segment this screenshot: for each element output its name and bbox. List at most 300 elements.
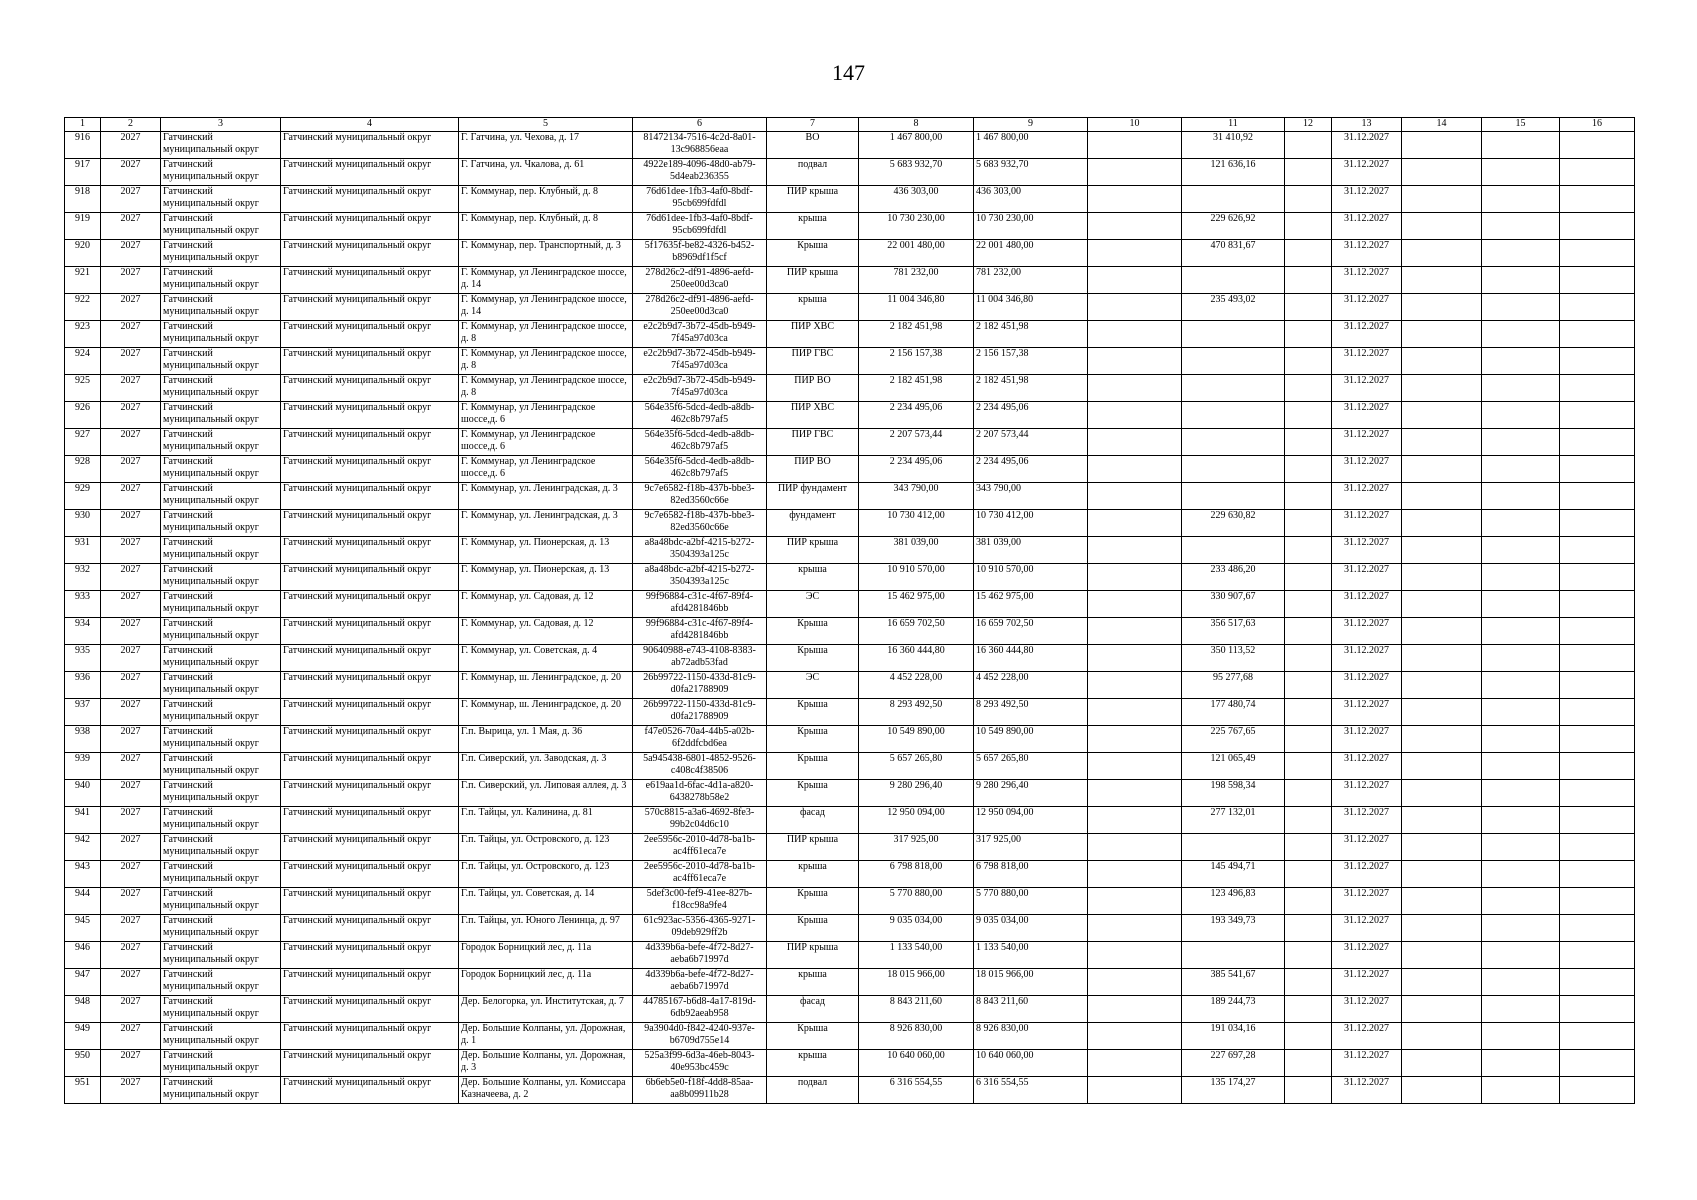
cell-row-number: 926	[65, 402, 101, 429]
cell-deadline-date: 31.12.2027	[1332, 645, 1402, 672]
cell-row-number: 937	[65, 699, 101, 726]
cell-row-number: 923	[65, 321, 101, 348]
cell-col-15	[1482, 321, 1560, 348]
cell-year: 2027	[101, 348, 161, 375]
cell-municipality: Гатчинский муниципальный округ	[161, 726, 281, 753]
cell-cost-breakdown: 6 798 818,00	[974, 861, 1088, 888]
table-row	[65, 375, 1635, 402]
cell-year: 2027	[101, 294, 161, 321]
cell-deadline-date: 31.12.2027	[1332, 564, 1402, 591]
cell-col-16	[1560, 888, 1635, 915]
cell-year: 2027	[101, 780, 161, 807]
cell-house-guid: 2ee5956c-2010-4d78-ba1b-ac4ff61eca7e	[633, 834, 767, 861]
column-header: 14	[1402, 118, 1482, 132]
cell-col-11: 233 486,20	[1182, 564, 1285, 591]
cell-col-10	[1088, 456, 1182, 483]
cell-col-14	[1402, 1077, 1482, 1104]
cell-col-16	[1560, 375, 1635, 402]
cell-municipality: Гатчинский муниципальный округ	[161, 186, 281, 213]
cell-total-cost: 16 659 702,50	[859, 618, 974, 645]
column-header: 8	[859, 118, 974, 132]
cell-cost-breakdown: 22 001 480,00	[974, 240, 1088, 267]
table-row	[65, 996, 1635, 1023]
cell-col-15	[1482, 375, 1560, 402]
cell-total-cost: 6 316 554,55	[859, 1077, 974, 1104]
cell-house-guid: 4d339b6a-befe-4f72-8d27-aeba6b71997d	[633, 969, 767, 996]
column-header: 5	[459, 118, 633, 132]
cell-municipal-district: Гатчинский муниципальный округ	[281, 240, 459, 267]
cell-col-11: 470 831,67	[1182, 240, 1285, 267]
cell-cost-breakdown: 8 926 830,00	[974, 1023, 1088, 1050]
cell-row-number: 925	[65, 375, 101, 402]
cell-col-14	[1402, 429, 1482, 456]
cell-deadline-date: 31.12.2027	[1332, 1050, 1402, 1077]
cell-municipality: Гатчинский муниципальный округ	[161, 996, 281, 1023]
cell-municipal-district: Гатчинский муниципальный округ	[281, 645, 459, 672]
cell-col-10	[1088, 564, 1182, 591]
cell-row-number: 930	[65, 510, 101, 537]
cell-col-16	[1560, 564, 1635, 591]
cell-municipal-district: Гатчинский муниципальный округ	[281, 834, 459, 861]
cell-col-12	[1285, 564, 1332, 591]
cell-col-11	[1182, 375, 1285, 402]
cell-municipality: Гатчинский муниципальный округ	[161, 780, 281, 807]
cell-work-type: крыша	[767, 969, 859, 996]
cell-address: Дер. Большие Колпаны, ул. Дорожная, д. 1	[459, 1023, 633, 1050]
cell-col-11	[1182, 321, 1285, 348]
table-row	[65, 861, 1635, 888]
cell-address: Г.п. Тайцы, ул. Островского, д. 123	[459, 834, 633, 861]
column-header: 16	[1560, 118, 1635, 132]
table-row	[65, 132, 1635, 159]
cell-year: 2027	[101, 132, 161, 159]
cell-row-number: 941	[65, 807, 101, 834]
cell-deadline-date: 31.12.2027	[1332, 537, 1402, 564]
cell-work-type: ЭС	[767, 591, 859, 618]
cell-work-type: ПИР крыша	[767, 267, 859, 294]
cell-col-11: 385 541,67	[1182, 969, 1285, 996]
cell-house-guid: 525a3f99-6d3a-46eb-8043-40e953bc459c	[633, 1050, 767, 1077]
cell-municipal-district: Гатчинский муниципальный округ	[281, 969, 459, 996]
cell-row-number: 949	[65, 1023, 101, 1050]
cell-col-15	[1482, 564, 1560, 591]
cell-year: 2027	[101, 645, 161, 672]
cell-col-16	[1560, 996, 1635, 1023]
column-header: 12	[1285, 118, 1332, 132]
cell-col-15	[1482, 186, 1560, 213]
cell-house-guid: 26b99722-1150-433d-81c9-d0fa21788909	[633, 672, 767, 699]
cell-col-15	[1482, 942, 1560, 969]
table-row	[65, 321, 1635, 348]
cell-col-14	[1402, 672, 1482, 699]
column-header: 4	[281, 118, 459, 132]
cell-cost-breakdown: 15 462 975,00	[974, 591, 1088, 618]
cell-row-number: 933	[65, 591, 101, 618]
cell-row-number: 919	[65, 213, 101, 240]
cell-work-type: ПИР крыша	[767, 537, 859, 564]
cell-work-type: подвал	[767, 159, 859, 186]
cell-address: Г. Коммунар, пер. Клубный, д. 8	[459, 213, 633, 240]
cell-col-12	[1285, 699, 1332, 726]
cell-work-type: Крыша	[767, 645, 859, 672]
cell-col-12	[1285, 321, 1332, 348]
cell-col-15	[1482, 780, 1560, 807]
cell-house-guid: e619aa1d-6fac-4d1a-a820-6438278b58e2	[633, 780, 767, 807]
cell-address: Г.п. Тайцы, ул. Юного Ленинца, д. 97	[459, 915, 633, 942]
cell-col-12	[1285, 618, 1332, 645]
cell-work-type: ПИР ГВС	[767, 348, 859, 375]
cell-col-11	[1182, 537, 1285, 564]
cell-col-12	[1285, 888, 1332, 915]
cell-house-guid: 564e35f6-5dcd-4edb-a8db-462c8b797af5	[633, 402, 767, 429]
cell-municipality: Гатчинский муниципальный округ	[161, 240, 281, 267]
column-header: 10	[1088, 118, 1182, 132]
cell-col-16	[1560, 591, 1635, 618]
cell-col-10	[1088, 726, 1182, 753]
cell-col-12	[1285, 1077, 1332, 1104]
cell-municipal-district: Гатчинский муниципальный округ	[281, 699, 459, 726]
cell-municipality: Гатчинский муниципальный округ	[161, 267, 281, 294]
cell-address: Г. Коммунар, ш. Ленинградское, д. 20	[459, 699, 633, 726]
cell-row-number: 939	[65, 753, 101, 780]
cell-municipal-district: Гатчинский муниципальный округ	[281, 294, 459, 321]
cell-col-15	[1482, 834, 1560, 861]
cell-col-15	[1482, 483, 1560, 510]
cell-deadline-date: 31.12.2027	[1332, 186, 1402, 213]
cell-col-15	[1482, 132, 1560, 159]
cell-col-12	[1285, 996, 1332, 1023]
cell-row-number: 943	[65, 861, 101, 888]
cell-col-12	[1285, 753, 1332, 780]
cell-address: Г. Коммунар, ул Ленинградское шоссе,д. 6	[459, 429, 633, 456]
cell-col-12	[1285, 537, 1332, 564]
cell-municipal-district: Гатчинский муниципальный округ	[281, 429, 459, 456]
cell-municipality: Гатчинский муниципальный округ	[161, 807, 281, 834]
cell-municipality: Гатчинский муниципальный округ	[161, 510, 281, 537]
cell-col-16	[1560, 1050, 1635, 1077]
cell-row-number: 916	[65, 132, 101, 159]
cell-house-guid: 564e35f6-5dcd-4edb-a8db-462c8b797af5	[633, 429, 767, 456]
cell-col-15	[1482, 456, 1560, 483]
cell-col-14	[1402, 591, 1482, 618]
cell-col-10	[1088, 186, 1182, 213]
cell-total-cost: 8 293 492,50	[859, 699, 974, 726]
cell-col-10	[1088, 375, 1182, 402]
cell-row-number: 947	[65, 969, 101, 996]
cell-col-14	[1402, 969, 1482, 996]
cell-total-cost: 5 657 265,80	[859, 753, 974, 780]
cell-col-12	[1285, 645, 1332, 672]
cell-house-guid: 76d61dee-1fb3-4af0-8bdf-95cb699fdfdl	[633, 186, 767, 213]
cell-col-15	[1482, 591, 1560, 618]
cell-cost-breakdown: 2 207 573,44	[974, 429, 1088, 456]
cell-cost-breakdown: 2 156 157,38	[974, 348, 1088, 375]
cell-house-guid: 6b6eb5e0-f18f-4dd8-85aa-aa8b09911b28	[633, 1077, 767, 1104]
cell-total-cost: 317 925,00	[859, 834, 974, 861]
cell-col-16	[1560, 321, 1635, 348]
cell-address: Дер. Большие Колпаны, ул. Дорожная, д. 3	[459, 1050, 633, 1077]
cell-col-10	[1088, 861, 1182, 888]
table-row	[65, 888, 1635, 915]
cell-deadline-date: 31.12.2027	[1332, 294, 1402, 321]
cell-col-14	[1402, 240, 1482, 267]
cell-col-16	[1560, 348, 1635, 375]
cell-col-12	[1285, 780, 1332, 807]
cell-municipality: Гатчинский муниципальный округ	[161, 915, 281, 942]
cell-row-number: 928	[65, 456, 101, 483]
table-body	[65, 132, 1635, 1104]
cell-total-cost: 4 452 228,00	[859, 672, 974, 699]
cell-total-cost: 2 234 495,06	[859, 402, 974, 429]
cell-municipality: Гатчинский муниципальный округ	[161, 1050, 281, 1077]
cell-col-12	[1285, 726, 1332, 753]
column-header: 11	[1182, 118, 1285, 132]
cell-work-type: ПИР ГВС	[767, 429, 859, 456]
cell-house-guid: a8a48bdc-a2bf-4215-b272-3504393a125c	[633, 564, 767, 591]
cell-municipality: Гатчинский муниципальный округ	[161, 888, 281, 915]
cell-cost-breakdown: 11 004 346,80	[974, 294, 1088, 321]
cell-municipality: Гатчинский муниципальный округ	[161, 834, 281, 861]
cell-col-14	[1402, 186, 1482, 213]
cell-col-10	[1088, 807, 1182, 834]
cell-municipality: Гатчинский муниципальный округ	[161, 753, 281, 780]
cell-address: Г. Коммунар, ул Ленинградское шоссе, д. 14	[459, 267, 633, 294]
cell-deadline-date: 31.12.2027	[1332, 375, 1402, 402]
cell-total-cost: 436 303,00	[859, 186, 974, 213]
cell-col-12	[1285, 1050, 1332, 1077]
cell-total-cost: 22 001 480,00	[859, 240, 974, 267]
cell-address: Г. Коммунар, ул. Садовая, д. 12	[459, 591, 633, 618]
cell-year: 2027	[101, 1077, 161, 1104]
cell-col-16	[1560, 753, 1635, 780]
cell-cost-breakdown: 10 549 890,00	[974, 726, 1088, 753]
column-header: 3	[161, 118, 281, 132]
cell-total-cost: 2 182 451,98	[859, 375, 974, 402]
cell-total-cost: 1 467 800,00	[859, 132, 974, 159]
cell-total-cost: 12 950 094,00	[859, 807, 974, 834]
cell-total-cost: 16 360 444,80	[859, 645, 974, 672]
cell-work-type: Крыша	[767, 753, 859, 780]
cell-col-12	[1285, 267, 1332, 294]
cell-municipal-district: Гатчинский муниципальный округ	[281, 1050, 459, 1077]
cell-deadline-date: 31.12.2027	[1332, 834, 1402, 861]
cell-total-cost: 15 462 975,00	[859, 591, 974, 618]
cell-total-cost: 5 683 932,70	[859, 159, 974, 186]
cell-col-15	[1482, 861, 1560, 888]
cell-col-16	[1560, 942, 1635, 969]
cell-municipal-district: Гатчинский муниципальный округ	[281, 753, 459, 780]
cell-municipal-district: Гатчинский муниципальный округ	[281, 1023, 459, 1050]
cell-col-12	[1285, 861, 1332, 888]
cell-col-11: 235 493,02	[1182, 294, 1285, 321]
cell-municipality: Гатчинский муниципальный округ	[161, 645, 281, 672]
cell-house-guid: 5def3c00-fef9-41ee-827b-f18cc98a9fe4	[633, 888, 767, 915]
cell-col-15	[1482, 888, 1560, 915]
cell-col-16	[1560, 915, 1635, 942]
cell-col-10	[1088, 213, 1182, 240]
cell-deadline-date: 31.12.2027	[1332, 1023, 1402, 1050]
table-row	[65, 348, 1635, 375]
cell-house-guid: 4922e189-4096-48d0-ab79-5d4eab236355	[633, 159, 767, 186]
cell-col-10	[1088, 537, 1182, 564]
cell-col-14	[1402, 726, 1482, 753]
table-row	[65, 753, 1635, 780]
cell-col-11	[1182, 942, 1285, 969]
cell-col-11: 95 277,68	[1182, 672, 1285, 699]
cell-year: 2027	[101, 510, 161, 537]
cell-total-cost: 2 182 451,98	[859, 321, 974, 348]
cell-deadline-date: 31.12.2027	[1332, 483, 1402, 510]
cell-municipal-district: Гатчинский муниципальный округ	[281, 348, 459, 375]
cell-col-16	[1560, 429, 1635, 456]
cell-col-11	[1182, 483, 1285, 510]
cell-col-15	[1482, 294, 1560, 321]
cell-deadline-date: 31.12.2027	[1332, 618, 1402, 645]
cell-col-16	[1560, 672, 1635, 699]
cell-col-11: 123 496,83	[1182, 888, 1285, 915]
cell-deadline-date: 31.12.2027	[1332, 780, 1402, 807]
table-row	[65, 510, 1635, 537]
cell-col-10	[1088, 780, 1182, 807]
cell-cost-breakdown: 10 910 570,00	[974, 564, 1088, 591]
cell-row-number: 927	[65, 429, 101, 456]
cell-total-cost: 343 790,00	[859, 483, 974, 510]
cell-col-15	[1482, 672, 1560, 699]
cell-deadline-date: 31.12.2027	[1332, 591, 1402, 618]
cell-col-11	[1182, 348, 1285, 375]
cell-total-cost: 2 234 495,06	[859, 456, 974, 483]
cell-municipal-district: Гатчинский муниципальный округ	[281, 375, 459, 402]
cell-address: Г. Коммунар, ул. Ленинградская, д. 3	[459, 510, 633, 537]
cell-col-16	[1560, 456, 1635, 483]
cell-address: Г. Коммунар, ул. Пионерская, д. 13	[459, 537, 633, 564]
cell-cost-breakdown: 436 303,00	[974, 186, 1088, 213]
cell-total-cost: 5 770 880,00	[859, 888, 974, 915]
cell-house-guid: 90640988-e743-4108-8383-ab72adb53fad	[633, 645, 767, 672]
cell-col-12	[1285, 969, 1332, 996]
cell-address: Городок Борницкий лес, д. 11а	[459, 942, 633, 969]
cell-cost-breakdown: 5 770 880,00	[974, 888, 1088, 915]
cell-work-type: крыша	[767, 294, 859, 321]
cell-year: 2027	[101, 402, 161, 429]
cell-municipality: Гатчинский муниципальный округ	[161, 456, 281, 483]
cell-col-14	[1402, 483, 1482, 510]
cell-year: 2027	[101, 267, 161, 294]
cell-year: 2027	[101, 564, 161, 591]
cell-house-guid: 4d339b6a-befe-4f72-8d27-aeba6b71997d	[633, 942, 767, 969]
cell-year: 2027	[101, 159, 161, 186]
cell-address: Г. Коммунар, пер. Клубный, д. 8	[459, 186, 633, 213]
cell-municipal-district: Гатчинский муниципальный округ	[281, 267, 459, 294]
cell-year: 2027	[101, 1050, 161, 1077]
cell-row-number: 948	[65, 996, 101, 1023]
cell-municipal-district: Гатчинский муниципальный округ	[281, 402, 459, 429]
cell-col-11: 177 480,74	[1182, 699, 1285, 726]
cell-col-14	[1402, 618, 1482, 645]
table-row	[65, 267, 1635, 294]
cell-cost-breakdown: 5 683 932,70	[974, 159, 1088, 186]
cell-col-12	[1285, 456, 1332, 483]
table-row	[65, 456, 1635, 483]
cell-cost-breakdown: 8 843 211,60	[974, 996, 1088, 1023]
cell-cost-breakdown: 10 730 412,00	[974, 510, 1088, 537]
cell-row-number: 936	[65, 672, 101, 699]
cell-municipal-district: Гатчинский муниципальный округ	[281, 537, 459, 564]
cell-work-type: крыша	[767, 564, 859, 591]
column-header: 6	[633, 118, 767, 132]
cell-col-16	[1560, 402, 1635, 429]
table-row	[65, 186, 1635, 213]
cell-col-12	[1285, 159, 1332, 186]
cell-col-15	[1482, 969, 1560, 996]
cell-address: Дер. Белогорка, ул. Институтская, д. 7	[459, 996, 633, 1023]
cell-col-11	[1182, 834, 1285, 861]
cell-row-number: 944	[65, 888, 101, 915]
cell-deadline-date: 31.12.2027	[1332, 159, 1402, 186]
cell-municipal-district: Гатчинский муниципальный округ	[281, 672, 459, 699]
cell-col-10	[1088, 834, 1182, 861]
cell-row-number: 940	[65, 780, 101, 807]
cell-municipality: Гатчинский муниципальный округ	[161, 1077, 281, 1104]
table-row	[65, 780, 1635, 807]
cell-col-14	[1402, 915, 1482, 942]
cell-year: 2027	[101, 807, 161, 834]
cell-col-16	[1560, 213, 1635, 240]
cell-col-16	[1560, 510, 1635, 537]
cell-municipality: Гатчинский муниципальный округ	[161, 537, 281, 564]
cell-cost-breakdown: 12 950 094,00	[974, 807, 1088, 834]
cell-total-cost: 6 798 818,00	[859, 861, 974, 888]
cell-col-12	[1285, 807, 1332, 834]
table-row	[65, 240, 1635, 267]
cell-address: Г. Гатчина, ул. Чехова, д. 17	[459, 132, 633, 159]
cell-work-type: ПИР крыша	[767, 942, 859, 969]
cell-cost-breakdown: 381 039,00	[974, 537, 1088, 564]
cell-cost-breakdown: 18 015 966,00	[974, 969, 1088, 996]
cell-col-15	[1482, 807, 1560, 834]
cell-year: 2027	[101, 753, 161, 780]
cell-address: Г. Коммунар, ул Ленинградское шоссе, д. 8	[459, 321, 633, 348]
cell-cost-breakdown: 781 232,00	[974, 267, 1088, 294]
cell-municipal-district: Гатчинский муниципальный округ	[281, 186, 459, 213]
cell-address: Г. Коммунар, пер. Транспортный, д. 3	[459, 240, 633, 267]
cell-row-number: 929	[65, 483, 101, 510]
cell-col-10	[1088, 240, 1182, 267]
cell-work-type: крыша	[767, 861, 859, 888]
cell-house-guid: 99f96884-c31c-4f67-89f4-afd4281846bb	[633, 618, 767, 645]
cell-col-11: 145 494,71	[1182, 861, 1285, 888]
cell-address: Г. Коммунар, ул. Садовая, д. 12	[459, 618, 633, 645]
cell-row-number: 942	[65, 834, 101, 861]
cell-total-cost: 8 843 211,60	[859, 996, 974, 1023]
table-row	[65, 402, 1635, 429]
cell-col-12	[1285, 348, 1332, 375]
cell-year: 2027	[101, 591, 161, 618]
cell-house-guid: 278d26c2-df91-4896-aefd-250ee00d3ca0	[633, 294, 767, 321]
cell-col-10	[1088, 915, 1182, 942]
cell-col-15	[1482, 510, 1560, 537]
cell-deadline-date: 31.12.2027	[1332, 429, 1402, 456]
cell-house-guid: 81472134-7516-4c2d-8a01-13c968856eaa	[633, 132, 767, 159]
cell-deadline-date: 31.12.2027	[1332, 132, 1402, 159]
table-row	[65, 699, 1635, 726]
cell-col-14	[1402, 1050, 1482, 1077]
cell-col-15	[1482, 726, 1560, 753]
cell-municipal-district: Гатчинский муниципальный округ	[281, 456, 459, 483]
cell-address: Г. Гатчина, ул. Чкалова, д. 61	[459, 159, 633, 186]
cell-col-11: 121 636,16	[1182, 159, 1285, 186]
cell-house-guid: 5f17635f-be82-4326-b452-b8969df1f5cf	[633, 240, 767, 267]
